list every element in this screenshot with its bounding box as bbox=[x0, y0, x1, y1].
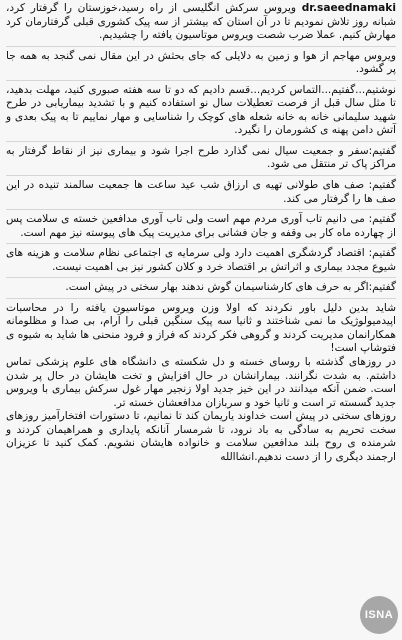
divider bbox=[6, 175, 396, 176]
divider bbox=[6, 141, 396, 142]
caption-paragraph-6: گفتیم: می دانیم تاب آوری مردم مهم است ولی تاب آوری مدافعین خسته ی سلامت پس از چهارده ماه کار بی وقفه و جان فشانی برای مدیریت پیک های پیوسته نیز مهم است. bbox=[6, 213, 396, 239]
caption-paragraph-4: گفتیم:سفر و جمعیت سیال نمی گذارد طرح اجرا شود و بیماری نیز از نقاط گرفتار به مراکز پاک تر منتقل می شود. bbox=[6, 144, 396, 171]
isna-logo-text: ISNA bbox=[364, 609, 394, 621]
caption-paragraph-5: گفتیم: صف های طولانی تهیه ی ارزاق شب عید ساعت ها جمعیت سالمند تنیده در این صف ها را گرفتار می کند. bbox=[6, 179, 396, 205]
divider bbox=[6, 298, 396, 299]
username-link[interactable]: dr.saeednamaki bbox=[301, 2, 396, 14]
post-caption bbox=[6, 2, 396, 640]
caption-paragraph-10: در روزهای گذشته با روسای خسته و دل شکسته ی دانشگاه های علوم پزشکی تماس داشتم. به شدت نگرانند. بیمارانشان در حال افزایش و تخت هایشان در حال پر شدن است. ضمن آنکه میدانند در این خیز جدید اولا زنجیر مهار غول سرکش بیماری با ویروس جدید گسسته تر است و ثانیا خود و سربازان مدافعشان خسته تر. bbox=[6, 356, 396, 409]
caption-paragraph-11: روزهای سختی در پیش است خداوند یاریمان کند تا نمانیم، تا دستورات افتخارآمیز روزهای سخت تحریم به سادگی به باد نرود، تا شرمسار آنانکه پایداری و همراهیمان کردند و شرمنده ی روح بلند مدافعین سلامت و خانواده هایشان نشویم. کمک کنید تا عزیزان ارجمند دیگری را از دست ندهیم.انشاالله bbox=[6, 410, 396, 463]
divider bbox=[6, 243, 396, 244]
divider bbox=[6, 277, 396, 278]
caption-paragraph-3: نوشتیم...گفتیم...التماس کردیم...قسم دادیم که دو تا سه هفته صبوری کنید، مهلت بدهید، تا مثل سال قبل از فرصت تعطیلات سال نو استفاده کنیم و با تشدید بیماریابی در طرح شهید سلیمانی خانه به خانه شعله های کوچک را شناسایی و مهار نماییم تا به پیک بعدی و آتش دامن پهنه ی کشورمان را نگیرد. bbox=[6, 83, 396, 137]
divider bbox=[6, 46, 396, 47]
isna-watermark-logo bbox=[360, 596, 398, 634]
caption-paragraph-2: ویروس مهاجم از هوا و زمین به دلایلی که جای بحثش در این مقال نمی گنجد به همه جا پر گشود. bbox=[6, 49, 396, 76]
caption-paragraph-7: گفتیم: اقتصاد گردشگری اهمیت دارد ولی سرمایه ی اجتماعی نظام سلامت و هزینه های شیوع مجدد بیماری و اثراتش بر اقتصاد خرد و کلان کشور نیز بی اهمیت نیست. bbox=[6, 247, 396, 273]
divider bbox=[6, 209, 396, 210]
caption-paragraph-8: گفتیم:اگر به حرف های کارشناسیمان گوش ندهند بهار سختی در پیش است. bbox=[65, 281, 396, 294]
caption-paragraph-1: dr.saeednamaki ویروس سرکش انگلیسی از راه رسید،خوزستان را گرفتار کرد، شبانه روز تلاش نمودیم تا در آن استان که بیشتر از سه پیک کشوری قبلی گرفتارمان کرد مهارش کنیم. عملا ضرب شصت ویروس موتاسیون یافته را چشیدیم. bbox=[6, 2, 396, 42]
caption-paragraph-9: شاید بدین دلیل باور نکردند که اولا وزن ویروس موتاسیون یافته را در محاسبات اپیدمیولوژیک ما نمی شناختند و ثانیا سه پیک سنگین قبلی را آرام، بی صدا و مظلومانه همکارانمان مدیریت کردند و گروهی فکر کردند که فراز و فرود منحنی ها شاید به شیوه ی فتوشاپ است! bbox=[6, 301, 396, 355]
divider bbox=[6, 80, 396, 81]
